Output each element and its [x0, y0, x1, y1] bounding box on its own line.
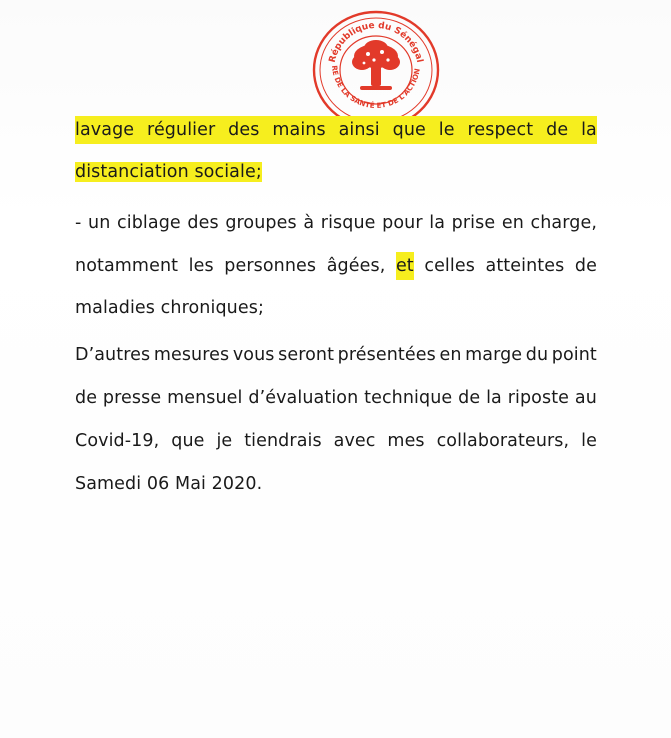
text-line: maladies chroniques;: [75, 298, 264, 318]
text-line: D’autres mesures vous seront présentées en marge du point: [75, 345, 597, 365]
seal-top-text: République du Sénégal: [327, 20, 425, 64]
text-line: Samedi 06 Mai 2020.: [75, 474, 263, 494]
seal-ring-text: RE DE LA SANTÉ ET DE L'ACTION: [329, 64, 422, 111]
text-line: notamment les personnes âgées, et celles atteintes de: [75, 252, 597, 280]
seal-stamp-icon: [308, 6, 444, 134]
text-line: lavage régulier des mains ainsi que le respect de la: [75, 116, 597, 144]
senegal-ministry-seal: [308, 6, 444, 134]
text-line: Covid-19, que je tiendrais avec mes collaborateurs, le: [75, 431, 597, 451]
text-line: distanciation sociale;: [75, 162, 262, 182]
baobab-tree-icon: [352, 40, 400, 90]
text-line: - un ciblage des groupes à risque pour la prise en charge,: [75, 213, 597, 233]
text-line: de presse mensuel d’évaluation technique de la riposte au: [75, 388, 597, 408]
highlighted-word: et: [396, 252, 414, 280]
